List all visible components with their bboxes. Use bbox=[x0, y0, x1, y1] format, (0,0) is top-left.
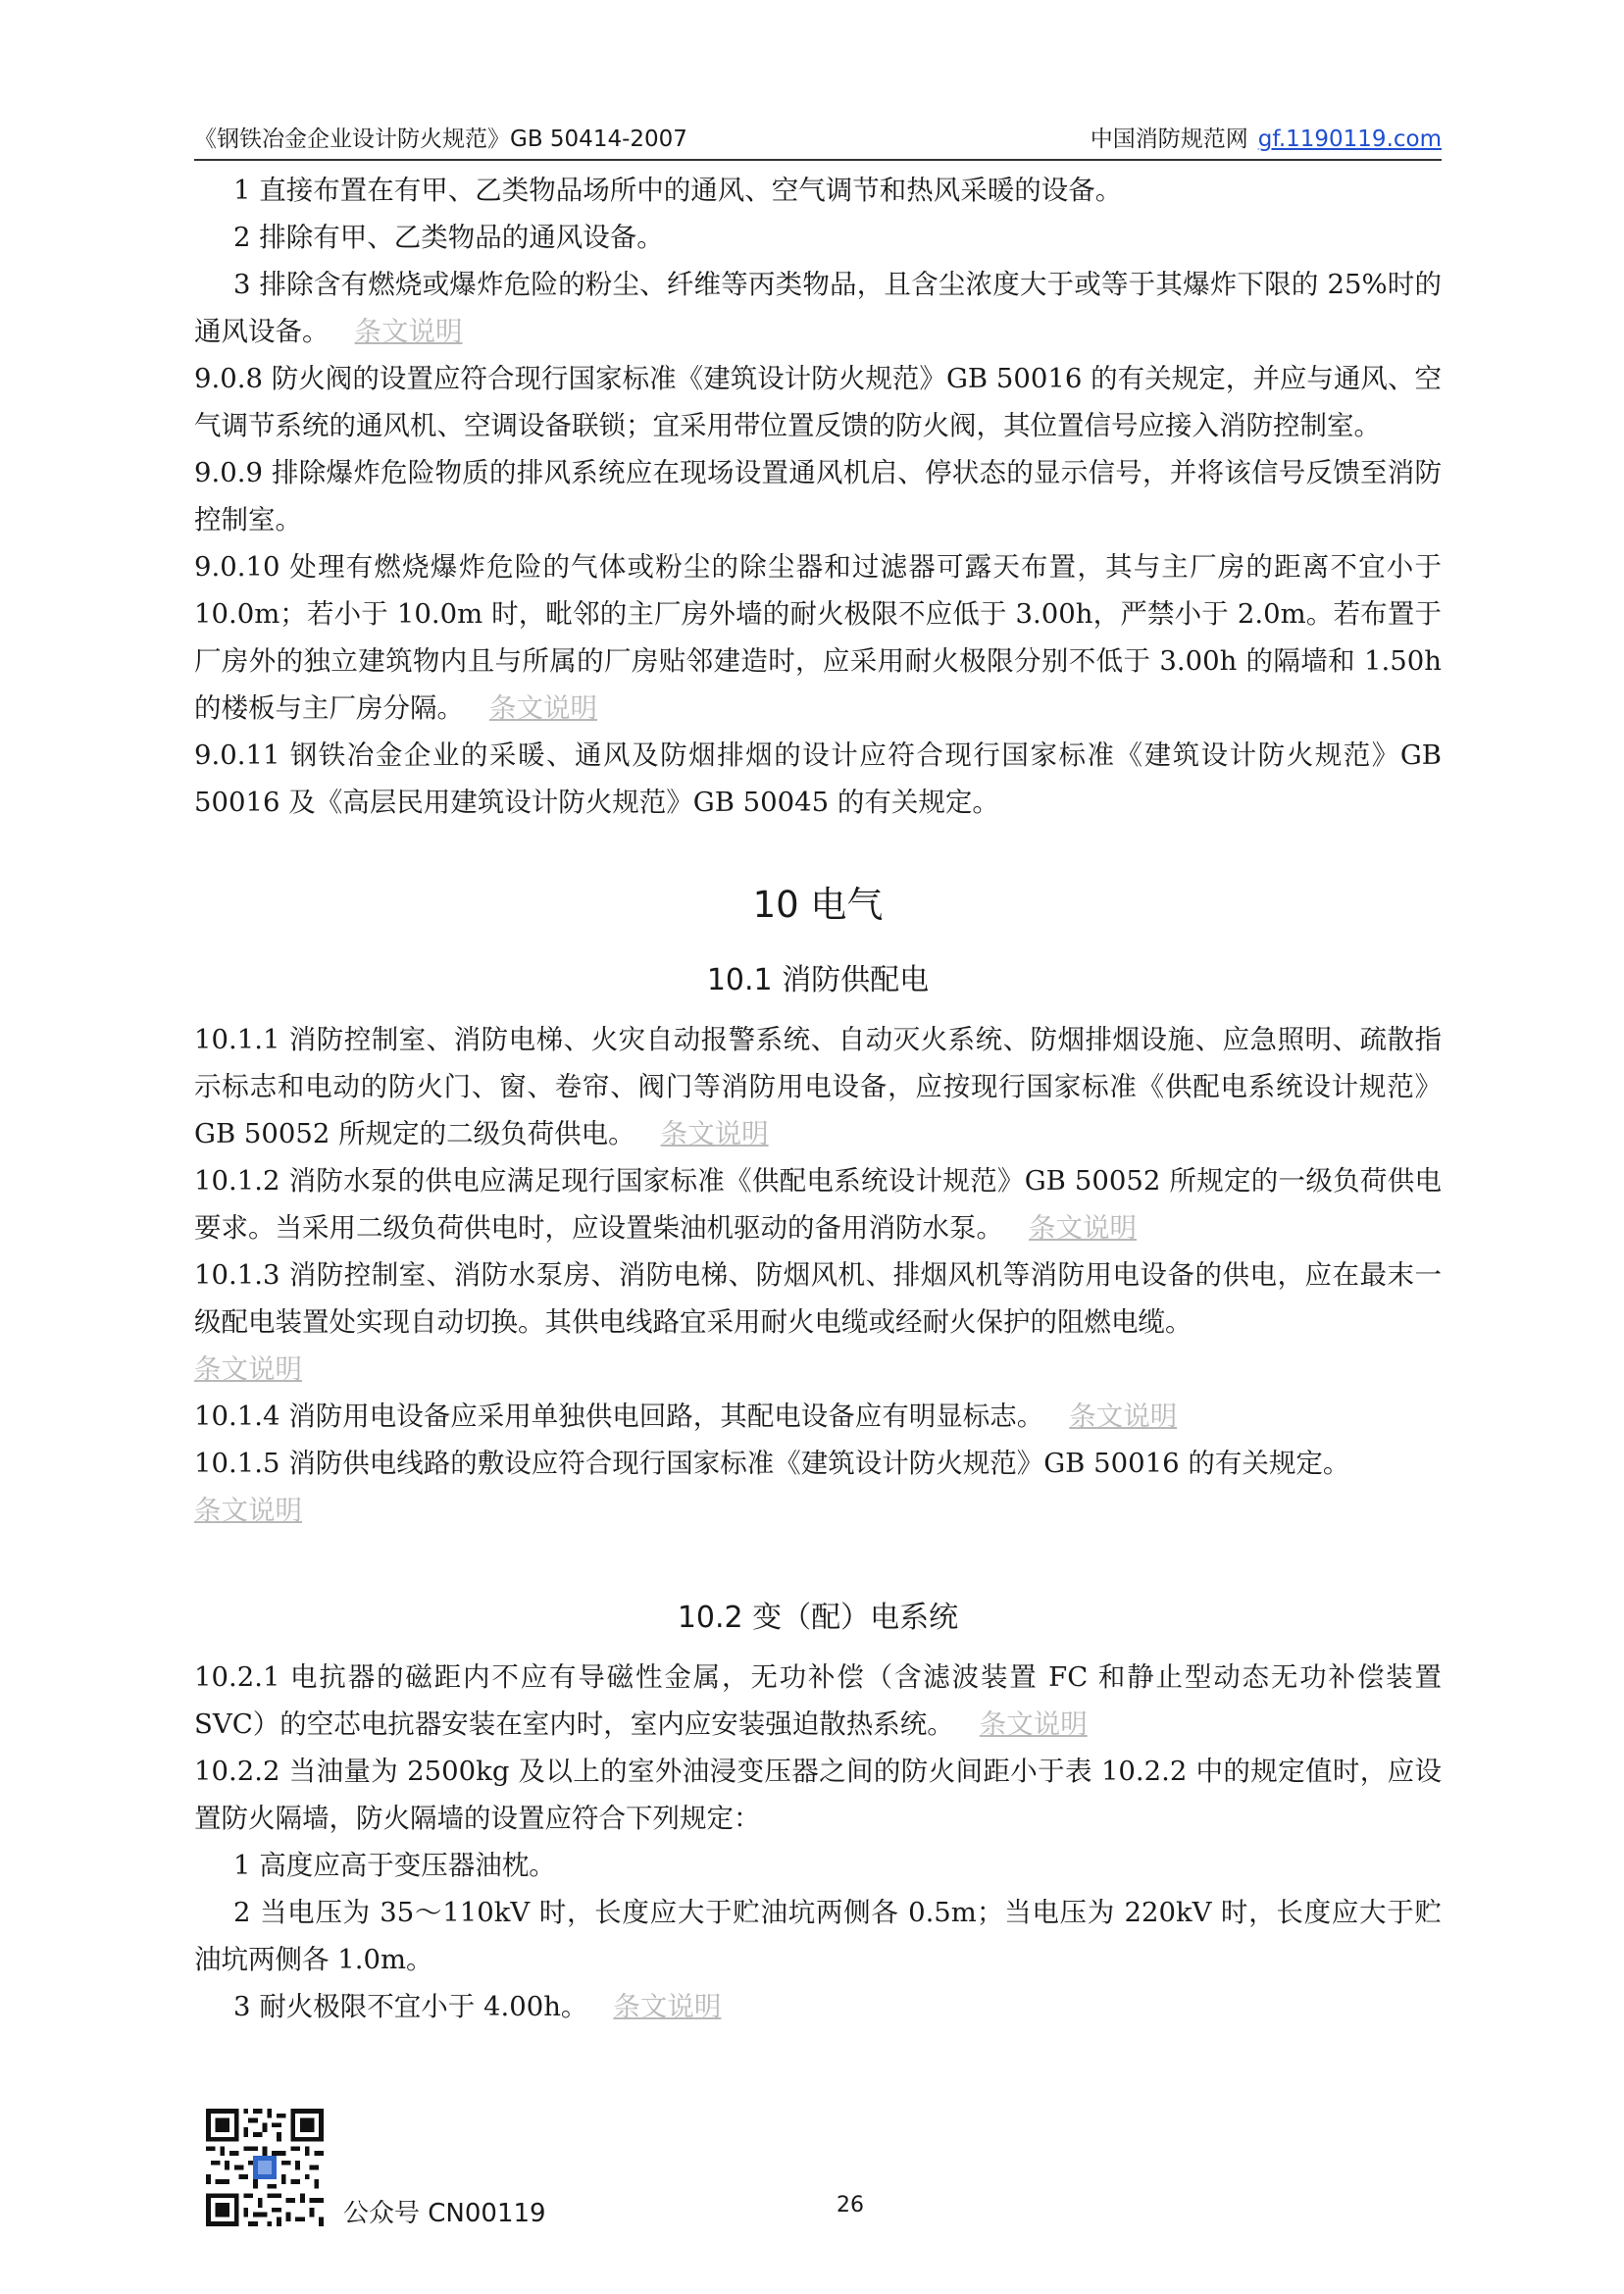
section-title-10-2: 10.2 变（配）电系统 bbox=[677, 1601, 959, 1635]
clause-note-link[interactable]: 条文说明 bbox=[354, 316, 463, 347]
list-item: 3 排除含有燃烧或爆炸危险的粉尘、纤维等丙类物品，且含尘浓度大于或等于其爆炸下限的 25%时的通风设备。 条文说明 bbox=[194, 269, 1442, 347]
clause-note-link[interactable]: 条文说明 bbox=[979, 1708, 1088, 1740]
page-header bbox=[194, 116, 1442, 161]
site-info bbox=[1091, 121, 1442, 153]
clause-9-0-8: 9.0.8 防火阀的设置应符合现行国家标准《建筑设计防火规范》GB 50016 的有关规定，并应与通风、空气调节系统的通风机、空调设备联锁；宜采用带位置反馈的防火阀，其位置信号应接入消防控制室。 bbox=[194, 363, 1442, 441]
clause-9-0-10: 9.0.10 处理有燃烧爆炸危险的气体或粉尘的除尘器和过滤器可露天布置，其与主厂房的距离不宜小于 10.0m；若小于 10.0m 时，毗邻的主厂房外墙的耐火极限不应低于 3.00h，严禁小于 2.0m。若布置于厂房外的独立建筑物内且与所属的厂房贴邻建造时，应采用耐火极限分别不低于 3.00h 的隔墙和 1.50h 的楼板与主厂房分隔。 条文说明 bbox=[194, 551, 1442, 724]
clause-10-1-4: 10.1.4 消防用电设备应采用单独供电回路，其配电设备应有明显标志。 条文说明 bbox=[194, 1401, 1178, 1432]
clause-10-2-1: 10.2.1 电抗器的磁距内不应有导磁性金属，无功补偿（含滤波装置 FC 和静止型动态无功补偿装置 SVC）的空芯电抗器安装在室内时，室内应安装强迫散热系统。 条文说明 bbox=[194, 1661, 1442, 1740]
clause-9-0-11: 9.0.11 钢铁冶金企业的采暖、通风及防烟排烟的设计应符合现行国家标准《建筑设计防火规范》GB 50016 及《高层民用建筑设计防火规范》GB 50045 的有关规定。 bbox=[194, 739, 1442, 818]
clause-note-link[interactable]: 条文说明 bbox=[194, 1495, 302, 1526]
clause-10-1-1: 10.1.1 消防控制室、消防电梯、火灾自动报警系统、自动灭火系统、防烟排烟设施、应急照明、疏散指示标志和电动的防火门、窗、卷帘、阀门等消防用电设备，应按现行国家标准《供配电系统设计规范》GB 50052 所规定的二级负荷供电。 条文说明 bbox=[194, 1024, 1442, 1149]
clause-note-link[interactable]: 条文说明 bbox=[660, 1118, 769, 1149]
clause-note-link[interactable]: 条文说明 bbox=[613, 1991, 722, 2022]
clause-note-link[interactable]: 条文说明 bbox=[1069, 1401, 1178, 1432]
list-item: 1 高度应高于变压器油枕。 bbox=[233, 1850, 556, 1881]
clause-note-link[interactable]: 条文说明 bbox=[489, 692, 597, 724]
section-title-10-1: 10.1 消防供配电 bbox=[706, 963, 930, 997]
chapter-title: 10 电气 bbox=[752, 884, 884, 926]
clause-9-0-9: 9.0.9 排除爆炸危险物质的排风系统应在现场设置通风机启、停状态的显示信号，并将该信号反馈至消防控制室。 bbox=[194, 457, 1442, 535]
clause-note-row bbox=[194, 1487, 1442, 1534]
page-number: 26 bbox=[837, 2193, 864, 2218]
list-item: 2 当电压为 35～110kV 时，长度应大于贮油坑两侧各 0.5m；当电压为 220kV 时，长度应大于贮油坑两侧各 1.0m。 bbox=[194, 1897, 1442, 1975]
clause-10-1-5: 10.1.5 消防供电线路的敷设应符合现行国家标准《建筑设计防火规范》GB 50016 的有关规定。 bbox=[194, 1448, 1350, 1479]
page-content bbox=[194, 167, 1442, 2030]
clause-note-link[interactable]: 条文说明 bbox=[1029, 1212, 1137, 1244]
clause-10-2-2: 10.2.2 当油量为 2500kg 及以上的室外油浸变压器之间的防火间距小于表 10.2.2 中的规定值时，应设置防火隔墙，防火隔墙的设置应符合下列规定： bbox=[194, 1756, 1442, 1834]
document-title: 《钢铁冶金企业设计防火规范》GB 50414-2007 bbox=[194, 127, 687, 152]
site-link[interactable]: gf.1190119.com bbox=[1257, 127, 1442, 152]
list-item: 2 排除有甲、乙类物品的通风设备。 bbox=[233, 222, 664, 253]
site-name: 中国消防规范网 bbox=[1090, 127, 1248, 152]
list-item: 3 耐火极限不宜小于 4.00h。 条文说明 bbox=[233, 1991, 722, 2022]
list-item: 1 直接布置在有甲、乙类物品场所中的通风、空气调节和热风采暖的设备。 bbox=[233, 175, 1123, 206]
clause-10-1-3: 10.1.3 消防控制室、消防水泵房、消防电梯、防烟风机、排烟风机等消防用电设备的供电，应在最末一级配电装置处实现自动切换。其供电线路宜采用耐火电缆或经耐火保护的阻燃电缆。 bbox=[194, 1259, 1442, 1338]
page-footer bbox=[0, 2109, 1624, 2285]
clause-note-row bbox=[194, 1346, 1442, 1393]
clause-10-1-2: 10.1.2 消防水泵的供电应满足现行国家标准《供配电系统设计规范》GB 50052 所规定的一级负荷供电要求。当采用二级负荷供电时，应设置柴油机驱动的备用消防水泵。 条文说明 bbox=[194, 1165, 1442, 1244]
wechat-account: 公众号 CN00119 bbox=[343, 2199, 546, 2228]
clause-note-link[interactable]: 条文说明 bbox=[194, 1353, 302, 1385]
